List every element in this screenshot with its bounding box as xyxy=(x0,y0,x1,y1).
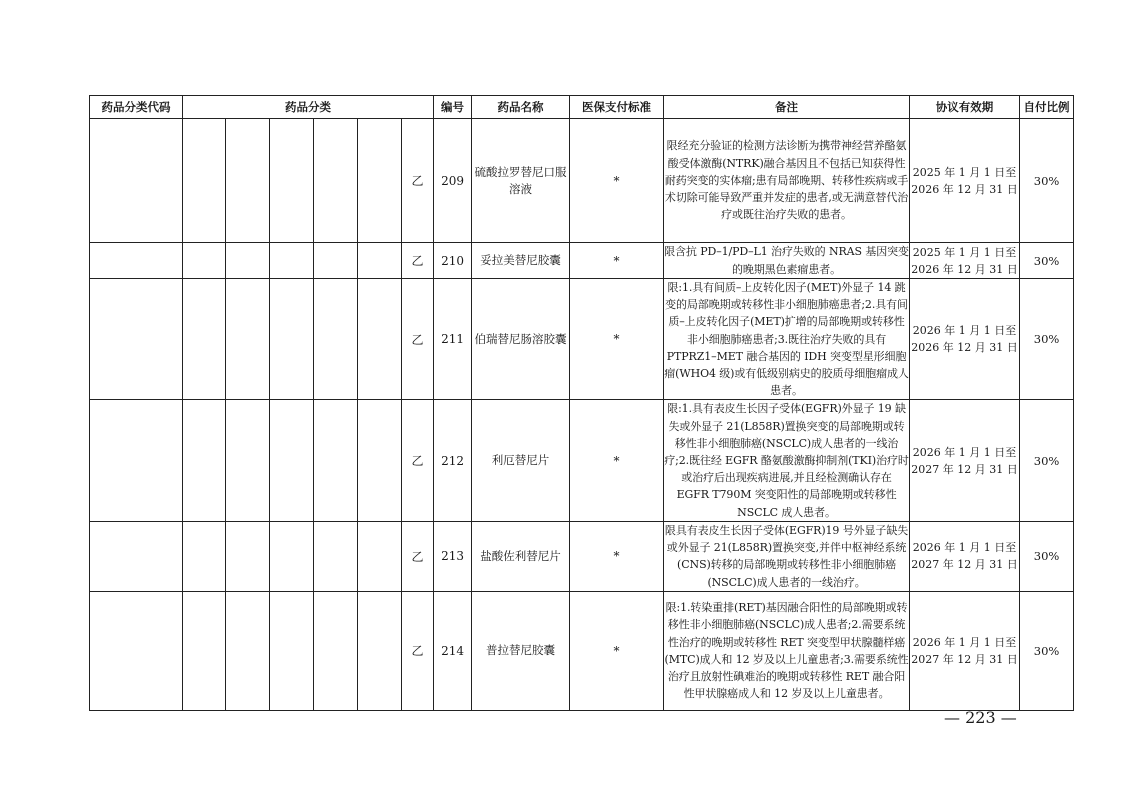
table-row xyxy=(90,591,1074,710)
drug-name-cell: 硫酸拉罗替尼口服溶液 xyxy=(472,119,570,243)
code-cell xyxy=(90,521,183,591)
category-class-cell: 乙 xyxy=(402,279,434,400)
category-level-cell xyxy=(226,521,270,591)
drug-name-cell: 伯瑞替尼肠溶胶囊 xyxy=(472,279,570,400)
self-pay-ratio-cell: 30% xyxy=(1020,521,1074,591)
drug-number-cell: 213 xyxy=(434,521,472,591)
remark-cell: 限含抗 PD–1/PD–L1 治疗失败的 NRAS 基因突变的晚期黑色素瘤患者。 xyxy=(664,243,910,279)
category-level-cell xyxy=(314,521,358,591)
validity-cell: 2026 年 1 月 1 日至 2027 年 12 月 31 日 xyxy=(910,591,1020,710)
header-validity: 协议有效期 xyxy=(910,96,1020,119)
header-standard: 医保支付标准 xyxy=(570,96,664,119)
drug-number-cell: 212 xyxy=(434,400,472,521)
table-header-row xyxy=(90,96,1074,119)
remark-cell: 限经充分验证的检测方法诊断为携带神经营养酪氨酸受体激酶(NTRK)融合基因且不包括已知获得性耐药突变的实体瘤;患有局部晚期、转移性疾病或手术切除可能导致严重并发症的患者,或无满意替代治疗或既往治疗失败的患者。 xyxy=(664,119,910,243)
code-cell xyxy=(90,279,183,400)
validity-cell: 2026 年 1 月 1 日至 2026 年 12 月 31 日 xyxy=(910,279,1020,400)
payment-standard-cell: * xyxy=(570,591,664,710)
self-pay-ratio-cell: 30% xyxy=(1020,400,1074,521)
remark-cell: 限:1.具有间质–上皮转化因子(MET)外显子 14 跳变的局部晚期或转移性非小细胞肺癌患者;2.具有间质–上皮转化因子(MET)扩增的局部晚期或转移性非小细胞肺癌患者;3.既往治疗失败的具有 PTPRZ1–MET 融合基因的 IDH 突变型星形细胞瘤(WHO4 级)或有低级别病史的胶质母细胞瘤成人患者。 xyxy=(664,279,910,400)
category-level-cell xyxy=(183,243,226,279)
category-level-cell xyxy=(226,400,270,521)
category-level-cell xyxy=(270,521,314,591)
code-cell xyxy=(90,119,183,243)
category-level-cell xyxy=(270,591,314,710)
header-no: 编号 xyxy=(434,96,472,119)
category-level-cell xyxy=(226,279,270,400)
validity-cell: 2025 年 1 月 1 日至 2026 年 12 月 31 日 xyxy=(910,243,1020,279)
category-level-cell xyxy=(314,243,358,279)
payment-standard-cell: * xyxy=(570,243,664,279)
category-level-cell xyxy=(270,119,314,243)
category-class-cell: 乙 xyxy=(402,119,434,243)
page-number: — 223 — xyxy=(944,708,1017,727)
drug-number-cell: 209 xyxy=(434,119,472,243)
category-level-cell xyxy=(183,521,226,591)
category-level-cell xyxy=(270,243,314,279)
category-class-cell: 乙 xyxy=(402,243,434,279)
drug-name-cell: 普拉替尼胶囊 xyxy=(472,591,570,710)
payment-standard-cell: * xyxy=(570,521,664,591)
code-cell xyxy=(90,400,183,521)
drug-number-cell: 214 xyxy=(434,591,472,710)
category-level-cell xyxy=(358,243,402,279)
category-class-cell: 乙 xyxy=(402,400,434,521)
payment-standard-cell: * xyxy=(570,119,664,243)
category-level-cell xyxy=(358,279,402,400)
category-level-cell xyxy=(183,119,226,243)
self-pay-ratio-cell: 30% xyxy=(1020,591,1074,710)
category-level-cell xyxy=(314,591,358,710)
category-level-cell xyxy=(358,521,402,591)
remark-cell: 限:1.转染重排(RET)基因融合阳性的局部晚期或转移性非小细胞肺癌(NSCLC)成人患者;2.需要系统性治疗的晚期或转移性 RET 突变型甲状腺髓样癌(MTC)成人和 12 岁及以上儿童患者;3.需要系统性治疗且放射性碘难治的晚期或转移性 RET 融合阳性甲状腺癌成人和 12 岁及以上儿童患者。 xyxy=(664,591,910,710)
validity-cell: 2025 年 1 月 1 日至 2026 年 12 月 31 日 xyxy=(910,119,1020,243)
self-pay-ratio-cell: 30% xyxy=(1020,279,1074,400)
header-ratio: 自付比例 xyxy=(1020,96,1074,119)
category-level-cell xyxy=(314,119,358,243)
category-level-cell xyxy=(314,400,358,521)
self-pay-ratio-cell: 30% xyxy=(1020,243,1074,279)
payment-standard-cell: * xyxy=(570,279,664,400)
header-category: 药品分类 xyxy=(183,96,434,119)
code-cell xyxy=(90,243,183,279)
category-level-cell xyxy=(270,279,314,400)
table-row xyxy=(90,243,1074,279)
remark-cell: 限:1.具有表皮生长因子受体(EGFR)外显子 19 缺失或外显子 21(L858R)置换突变的局部晚期或转移性非小细胞肺癌(NSCLC)成人患者的一线治疗;2.既往经 EGFR 酪氨酸激酶抑制剂(TKI)治疗时或治疗后出现疾病进展,并且经检测确认存在 EGFR T790M 突变阳性的局部晚期或转移性 NSCLC 成人患者。 xyxy=(664,400,910,521)
validity-cell: 2026 年 1 月 1 日至 2027 年 12 月 31 日 xyxy=(910,521,1020,591)
drug-number-cell: 210 xyxy=(434,243,472,279)
category-level-cell xyxy=(314,279,358,400)
header-remark: 备注 xyxy=(664,96,910,119)
category-level-cell xyxy=(183,279,226,400)
category-level-cell xyxy=(226,591,270,710)
category-level-cell xyxy=(226,243,270,279)
category-level-cell xyxy=(358,400,402,521)
category-class-cell: 乙 xyxy=(402,591,434,710)
category-level-cell xyxy=(183,400,226,521)
category-level-cell xyxy=(358,591,402,710)
header-name: 药品名称 xyxy=(472,96,570,119)
category-level-cell xyxy=(183,591,226,710)
drug-name-cell: 妥拉美替尼胶囊 xyxy=(472,243,570,279)
category-level-cell xyxy=(358,119,402,243)
category-class-cell: 乙 xyxy=(402,521,434,591)
table-row xyxy=(90,279,1074,400)
drug-number-cell: 211 xyxy=(434,279,472,400)
category-level-cell xyxy=(226,119,270,243)
drug-name-cell: 利厄替尼片 xyxy=(472,400,570,521)
remark-cell: 限具有表皮生长因子受体(EGFR)19 号外显子缺失或外显子 21(L858R)置换突变,并伴中枢神经系统(CNS)转移的局部晚期或转移性非小细胞肺癌(NSCLC)成人患者的一线治疗。 xyxy=(664,521,910,591)
table-row xyxy=(90,119,1074,243)
table-row xyxy=(90,400,1074,521)
table-row xyxy=(90,521,1074,591)
validity-cell: 2026 年 1 月 1 日至 2027 年 12 月 31 日 xyxy=(910,400,1020,521)
header-code: 药品分类代码 xyxy=(90,96,183,119)
drug-list-table xyxy=(89,95,1074,711)
self-pay-ratio-cell: 30% xyxy=(1020,119,1074,243)
drug-name-cell: 盐酸佐利替尼片 xyxy=(472,521,570,591)
payment-standard-cell: * xyxy=(570,400,664,521)
code-cell xyxy=(90,591,183,710)
category-level-cell xyxy=(270,400,314,521)
